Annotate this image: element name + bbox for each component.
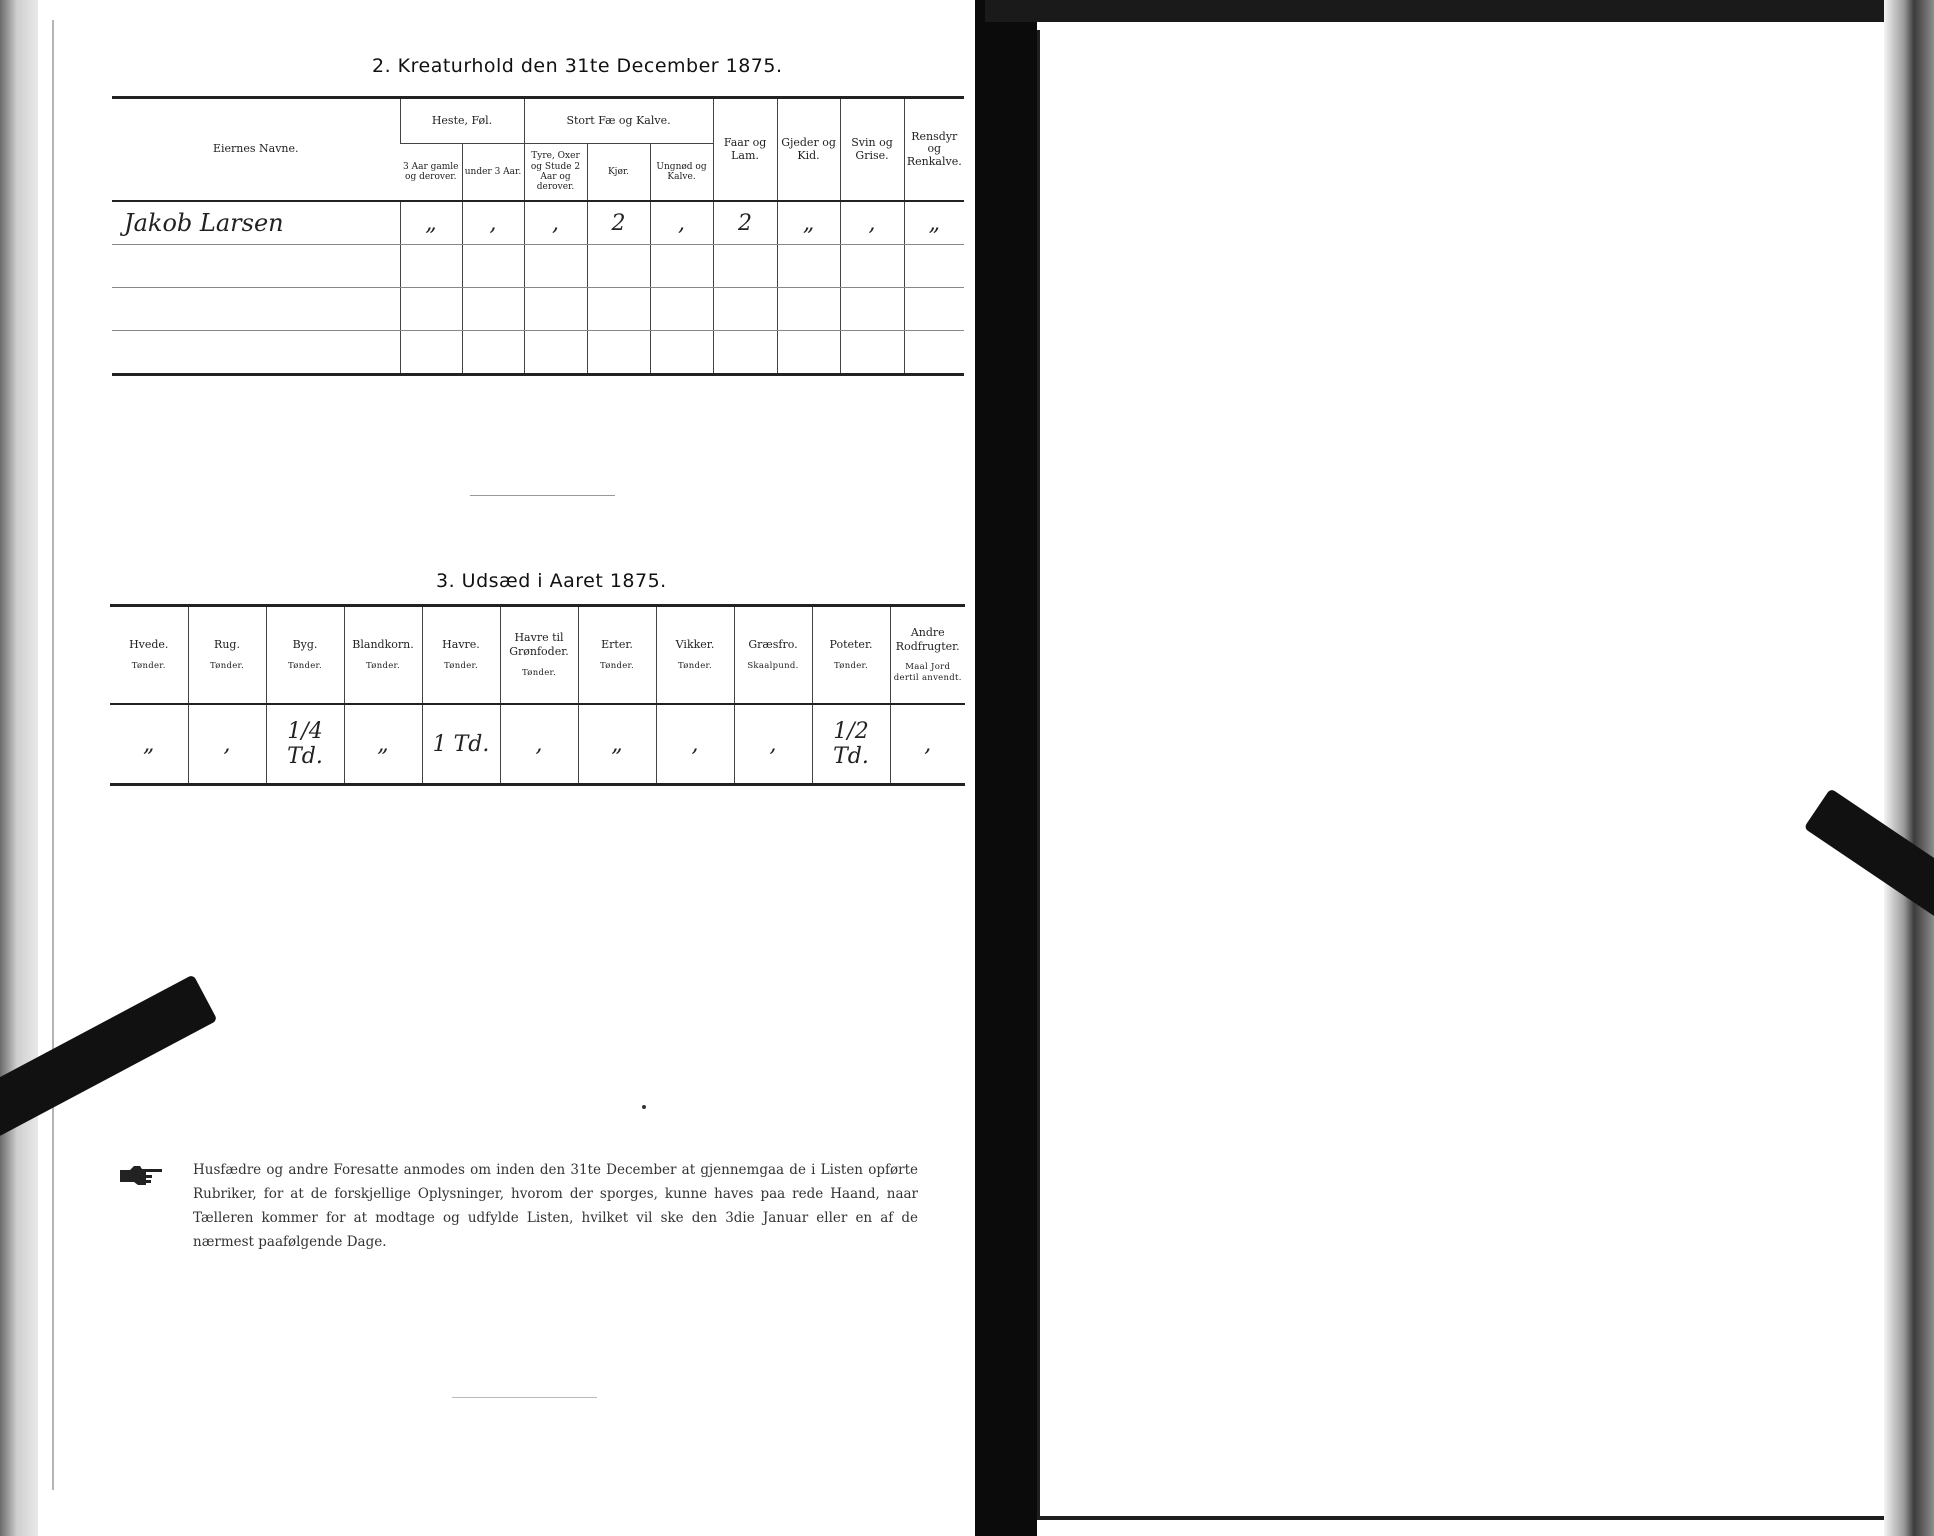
table-cell (840, 288, 904, 331)
pigs-header: Svin og Grise. (840, 98, 904, 202)
reindeer-header: Rensdyr og Renkalve. (904, 98, 964, 202)
sheep-header: Faar og Lam. (713, 98, 777, 202)
vetch-header: Vikker. Tønder. (656, 606, 734, 705)
table-cell: , (188, 704, 266, 785)
table-cell (713, 331, 777, 375)
grass-seed-header: Græsfro. Skaalpund. (734, 606, 812, 705)
table-cell (400, 288, 462, 331)
cows-header: Kjør. (587, 144, 650, 202)
table-cell (587, 331, 650, 375)
table-cell (587, 245, 650, 288)
owner-name (112, 245, 400, 288)
ink-dot (642, 1105, 646, 1109)
top-dark-strip (985, 0, 1934, 22)
owner-name (112, 331, 400, 375)
rye-header: Rug. Tønder. (188, 606, 266, 705)
table-cell: , (890, 704, 965, 785)
owner-header: Eiernes Navne. (212, 142, 299, 156)
table-cell: 1 Td. (422, 704, 500, 785)
barley-header: Byg. Tønder. (266, 606, 344, 705)
table-cell: „ (578, 704, 656, 785)
table-cell (462, 331, 524, 375)
table-cell (777, 331, 840, 375)
table-cell: , (650, 201, 713, 245)
table-cell: 2 (713, 201, 777, 245)
left-page-fold (52, 20, 54, 1490)
horses-young-header: under 3 Aar. (462, 144, 524, 202)
table-cell (713, 288, 777, 331)
table-cell (400, 331, 462, 375)
table-cell (650, 288, 713, 331)
livestock-table (112, 96, 964, 376)
table-cell (904, 245, 964, 288)
table-cell (713, 245, 777, 288)
table-cell: 1/2 Td. (812, 704, 890, 785)
potatoes-header: Poteter. Tønder. (812, 606, 890, 705)
oats-header: Havre. Tønder. (422, 606, 500, 705)
green-fodder-oats-header: Havre til Grønfoder. Tønder. (500, 606, 578, 705)
table-cell (462, 245, 524, 288)
cattle-group-header: Stort Fæ og Kalve. (524, 98, 713, 144)
peas-header: Erter. Tønder. (578, 606, 656, 705)
table-row (112, 201, 964, 245)
table-row (112, 245, 964, 288)
table-cell (904, 331, 964, 375)
owner-name: Jakob Larsen (112, 201, 400, 245)
bulls-oxen-header: Tyre, Oxer og Stude 2 Aar og derover. (524, 144, 587, 202)
section2-title: 2. Kreaturhold den 31te December 1875. (372, 55, 783, 77)
horses-adult-header: 3 Aar gamle og derover. (400, 144, 462, 202)
table-cell: , (840, 201, 904, 245)
table-cell: „ (143, 731, 155, 757)
table-cell (904, 288, 964, 331)
right-book-edge (1884, 0, 1934, 1536)
table-row (112, 331, 964, 375)
table-cell (524, 288, 587, 331)
table-row (110, 704, 965, 785)
table-cell: 2 (587, 201, 650, 245)
horses-group-header: Heste, Føl. (400, 98, 524, 144)
table-cell: , (656, 704, 734, 785)
bottom-divider (452, 1397, 597, 1398)
table-cell (524, 245, 587, 288)
table-cell (400, 245, 462, 288)
sowing-table (110, 604, 965, 786)
other-roots-header: Andre Rodfrugter. Maal Jord dertil anvendt. (890, 606, 965, 705)
owner-name (112, 288, 400, 331)
table-cell (777, 288, 840, 331)
instruction-notice: Husfædre og andre Foresatte anmodes om inden den 31te December at gjennemgaa de i Listen opførte Rubriker, for at de forskjellige Oplysninger, hvorom der sporges, kunne haves paa rede Haand, naar Tælleren kommer for at modtage og udfylde Listen, hvilket vil ske den 3die Januar eller en af de nærmest paafølgende Dage. (193, 1162, 918, 1250)
table-cell (840, 245, 904, 288)
table-cell (650, 245, 713, 288)
table-cell (777, 245, 840, 288)
left-book-edge (0, 0, 38, 1536)
table-cell: „ (904, 201, 964, 245)
table-cell: „ (344, 704, 422, 785)
book-spine (975, 0, 1037, 1536)
table-cell (840, 331, 904, 375)
table-cell: , (500, 704, 578, 785)
young-cattle-header: Ungnød og Kalve. (650, 144, 713, 202)
table-cell: „ (777, 201, 840, 245)
table-cell (462, 288, 524, 331)
table-cell: , (524, 201, 587, 245)
blank-right-page (1037, 30, 1885, 1520)
section3-title: 3. Udsæd i Aaret 1875. (436, 570, 667, 592)
table-cell: , (734, 704, 812, 785)
mixed-grain-header: Blandkorn. Tønder. (344, 606, 422, 705)
table-cell (587, 288, 650, 331)
section-divider (470, 495, 615, 496)
pointing-hand-icon (118, 1162, 164, 1188)
goats-header: Gjeder og Kid. (777, 98, 840, 202)
table-cell: , (462, 201, 524, 245)
table-row (112, 288, 964, 331)
table-cell: 1/4 Td. (266, 704, 344, 785)
table-cell (524, 331, 587, 375)
table-cell (650, 331, 713, 375)
wheat-header: Hvede. Tønder. (110, 606, 188, 705)
table-cell: „ (400, 201, 462, 245)
